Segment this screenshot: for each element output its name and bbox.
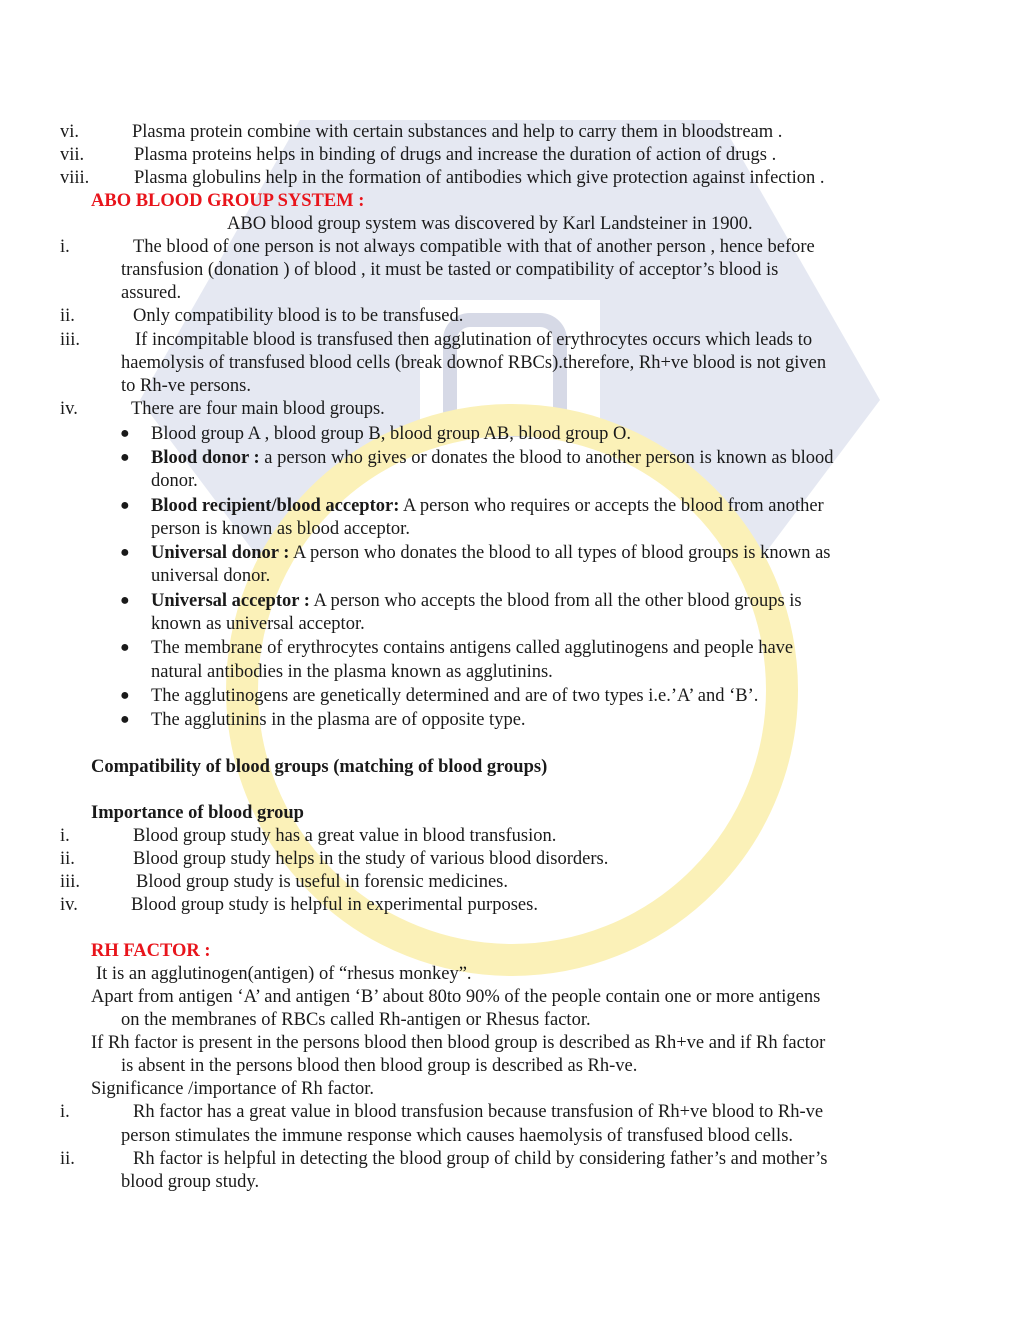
rh-paragraph: If Rh factor is present in the persons blood then blood group is described as Rh+ve and if Rh factor [91, 1033, 826, 1053]
list-number: i. [60, 826, 70, 846]
bullet-item: The membrane of erythrocytes contains antigens called agglutinogens and people have [151, 638, 794, 658]
bullet-item [151, 447, 834, 469]
list-item: There are four main blood groups. [131, 399, 385, 419]
term: Universal donor : [151, 543, 290, 563]
list-item: Rh factor is helpful in detecting the blood group of child by considering father’s and mother’s [133, 1149, 828, 1169]
definition: A person who accepts the blood from all the other blood groups is [309, 591, 802, 611]
list-item: transfusion (donation ) of blood , it must be tasted or compatibility of acceptor’s blood is [121, 260, 779, 280]
list-item: blood group study. [121, 1172, 260, 1192]
bullet-item: universal donor. [151, 566, 271, 586]
bullet-icon: ● [120, 711, 130, 728]
rh-paragraph: is absent in the persons blood then blood group is described as Rh-ve. [121, 1056, 638, 1076]
list-item: Plasma globulins help in the formation of antibodies which give protection against infection . [134, 168, 825, 188]
list-item: Rh factor has a great value in blood transfusion because transfusion of Rh+ve blood to Rh-ve [133, 1102, 824, 1122]
bullet-icon: ● [120, 592, 130, 609]
list-item: person stimulates the immune response which causes haemolysis of transfused blood cells. [121, 1126, 794, 1146]
bullet-item: natural antibodies in the plasma known as agglutinins. [151, 662, 553, 682]
list-number: ii. [60, 849, 75, 869]
list-number: i. [60, 237, 70, 257]
rh-paragraph: on the membranes of RBCs called Rh-antigen or Rhesus factor. [121, 1010, 591, 1030]
bullet-item: donor. [151, 471, 198, 491]
list-item: Blood group study is helpful in experimental purposes. [131, 895, 538, 915]
bullet-icon: ● [120, 639, 130, 656]
list-item: Plasma protein combine with certain substances and help to carry them in bloodstream . [132, 122, 783, 142]
rh-paragraph: Significance /importance of Rh factor. [91, 1079, 375, 1099]
bullet-item [151, 495, 824, 517]
list-item: The blood of one person is not always compatible with that of another person , hence before [133, 237, 815, 257]
bullet-item: person is known as blood acceptor. [151, 519, 410, 539]
list-item: Blood group study helps in the study of various blood disorders. [133, 849, 609, 869]
definition: A person who donates the blood to all types of blood groups is known as [289, 543, 831, 563]
list-item: haemolysis of transfused blood cells (break downof RBCs).therefore, Rh+ve blood is not given [121, 353, 827, 373]
rh-paragraph: It is an agglutinogen(antigen) of “rhesus monkey”. [96, 964, 472, 984]
importance-heading: Importance of blood group [91, 803, 304, 823]
list-number: iii. [60, 330, 81, 350]
list-number: ii. [60, 306, 75, 326]
bullet-icon: ● [120, 687, 130, 704]
list-number: vii. [60, 145, 85, 165]
bullet-item: The agglutinins in the plasma are of opposite type. [151, 710, 526, 730]
bullet-item [151, 590, 802, 612]
term: Blood recipient/blood acceptor: [151, 496, 400, 516]
list-number: iii. [60, 872, 81, 892]
bullet-icon: ● [120, 449, 130, 466]
list-item: Blood group study has a great value in blood transfusion. [133, 826, 557, 846]
compatibility-heading: Compatibility of blood groups (matching of blood groups) [91, 757, 548, 777]
list-number: vi. [60, 122, 80, 142]
rh-paragraph: Apart from antigen ‘A’ and antigen ‘B’ about 80to 90% of the people contain one or more antigens [91, 987, 821, 1007]
list-number: i. [60, 1102, 70, 1122]
bullet-icon: ● [120, 544, 130, 561]
definition: A person who requires or accepts the blood from another [399, 496, 824, 516]
list-item: If incompitable blood is transfused then agglutination of erythrocytes occurs which leads to [135, 330, 813, 350]
list-number: iv. [60, 399, 78, 419]
list-item: Blood group study is useful in forensic medicines. [136, 872, 509, 892]
list-number: viii. [60, 168, 90, 188]
bullet-icon: ● [120, 425, 130, 442]
list-number: iv. [60, 895, 78, 915]
list-item: to Rh-ve persons. [121, 376, 251, 396]
term: Blood donor : [151, 448, 260, 468]
bullet-item: Blood group A , blood group B, blood group AB, blood group O. [151, 424, 631, 444]
list-item: Only compatibility blood is to be transfused. [133, 306, 464, 326]
bullet-item: The agglutinogens are genetically determined and are of two types i.e.’A’ and ‘B’. [151, 686, 759, 706]
bullet-icon: ● [120, 497, 130, 514]
bullet-item: known as universal acceptor. [151, 614, 365, 634]
bullet-item [151, 542, 831, 564]
list-number: ii. [60, 1149, 75, 1169]
list-item: Plasma proteins helps in binding of drugs and increase the duration of action of drugs . [134, 145, 777, 165]
abo-intro: ABO blood group system was discovered by Karl Landsteiner in 1900. [227, 214, 753, 234]
rh-heading: RH FACTOR : [91, 941, 211, 961]
abo-heading: ABO BLOOD GROUP SYSTEM : [91, 191, 365, 211]
term: Universal acceptor : [151, 591, 310, 611]
list-item: assured. [121, 283, 182, 303]
definition: a person who gives or donates the blood to another person is known as blood [259, 448, 834, 468]
